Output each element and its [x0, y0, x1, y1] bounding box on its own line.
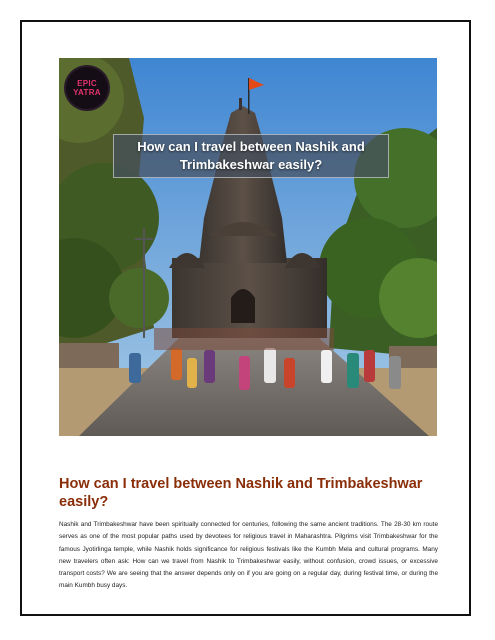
hero-title-overlay: [113, 134, 389, 178]
article-body: Nashik and Trimbakeshwar have been spiritually connected for centuries, following the same ancient traditions. The 28-30 km route serves as one of the most popular paths used by devotees for religious travel in Maharashtra. Pilgrims visit Trimbakeshwar for the famous Jyotirlinga temple, while Nashik holds significance for religious festivals like the Kumbh Mela and cultural programs. Many new travelers often ask: How can we travel from Nashik to Trimbakeshwar easily, without confusion, crowd issues, or excessive transport costs? We are seeing that the answer depends only on if you are going on a regular day, during festival time, or during the main Kumbh busy days.: [59, 521, 438, 590]
logo-line-1: EPIC: [77, 79, 97, 88]
hero-image: [59, 58, 437, 436]
epic-yatra-logo: [66, 67, 108, 109]
article-heading: How can I travel between Nashik and Trimbakeshwar easily?: [59, 476, 423, 510]
logo-line-2: YATRA: [73, 88, 101, 97]
hero-title: How can I travel between Nashik and Trimbakeshwar easily?: [137, 139, 365, 172]
